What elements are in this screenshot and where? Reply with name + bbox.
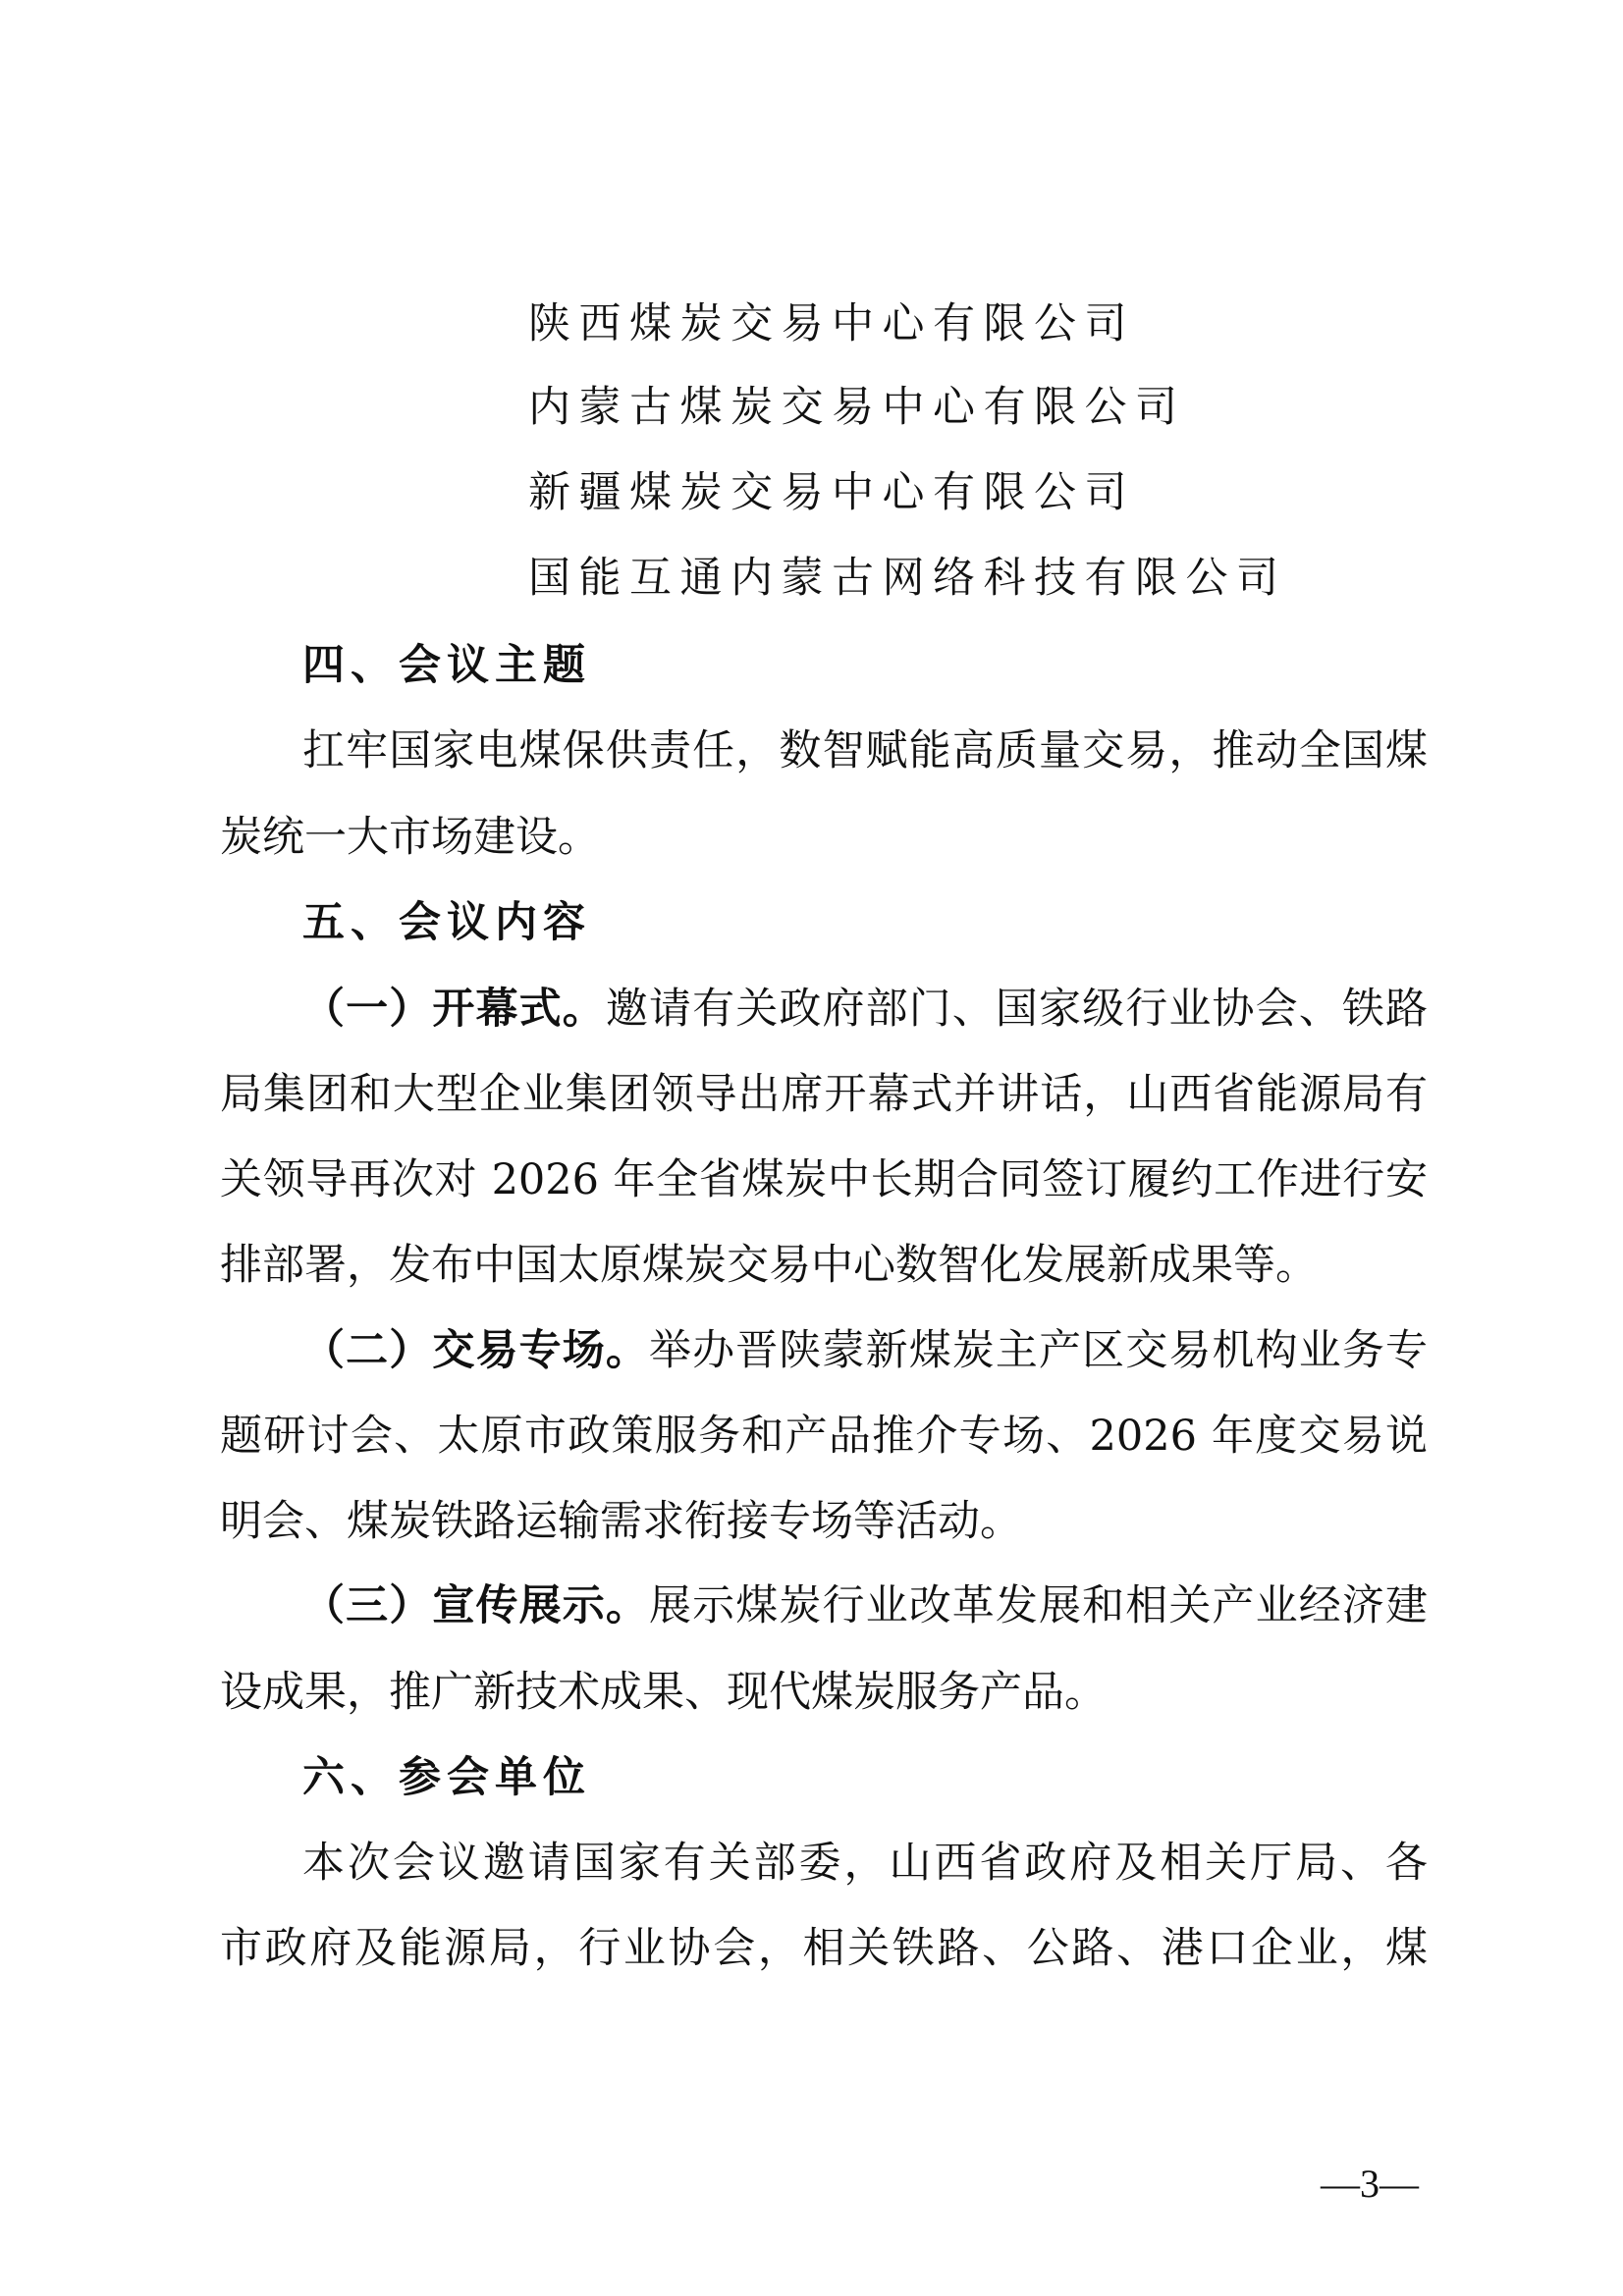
paragraph-line: 关领导再次对 2026 年全省煤炭中长期合同签订履约工作进行安 <box>220 1155 1428 1204</box>
org-line: 国能互通内蒙古网络科技有限公司 <box>528 554 1287 603</box>
item-label: （二）交易专场。 <box>302 1326 649 1375</box>
paragraph-line: 排部署，发布中国太原煤炭交易中心数智化发展新成果等。 <box>220 1241 1318 1290</box>
item-text: 举办晋陕蒙新煤炭主产区交易机构业务专 <box>648 1326 1429 1375</box>
paragraph-line: 市政府及能源局，行业协会，相关铁路、公路、港口企业，煤 <box>220 1924 1428 1973</box>
item-text: 邀请有关政府部门、国家级行业协会、铁路 <box>605 985 1429 1034</box>
org-line: 新疆煤炭交易中心有限公司 <box>528 468 1135 517</box>
paragraph-line: 局集团和大型企业集团领导出席开幕式并讲话，山西省能源局有 <box>220 1070 1428 1119</box>
section-heading: 五、会议内容 <box>302 898 591 947</box>
page-number: —3— <box>1321 2162 1419 2206</box>
org-line: 内蒙古煤炭交易中心有限公司 <box>528 383 1186 432</box>
paragraph-line <box>220 1321 1428 1380</box>
item-label: （三）宣传展示。 <box>302 1581 649 1630</box>
paragraph-line: 题研讨会、太原市政策服务和产品推介专场、2026 年度交易说 <box>220 1412 1428 1461</box>
org-line: 陕西煤炭交易中心有限公司 <box>528 299 1135 348</box>
paragraph-line: 设成果，推广新技术成果、现代煤炭服务产品。 <box>220 1668 1107 1717</box>
section-heading: 六、参会单位 <box>302 1753 591 1802</box>
paragraph-line: 炭统一大市场建设。 <box>220 813 600 862</box>
paragraph-line: 明会、煤炭铁路运输需求衔接专场等活动。 <box>220 1497 1022 1546</box>
paragraph-line <box>220 1576 1428 1635</box>
paragraph-line <box>220 980 1428 1039</box>
section-heading: 四、会议主题 <box>302 641 591 690</box>
item-label: （一）开幕式。 <box>302 985 606 1034</box>
item-text: 展示煤炭行业改革发展和相关产业经济建 <box>648 1581 1429 1630</box>
paragraph-line: 扛牢国家电煤保供责任，数智赋能高质量交易，推动全国煤 <box>302 726 1428 775</box>
paragraph-line: 本次会议邀请国家有关部委，山西省政府及相关厅局、各 <box>302 1839 1428 1888</box>
